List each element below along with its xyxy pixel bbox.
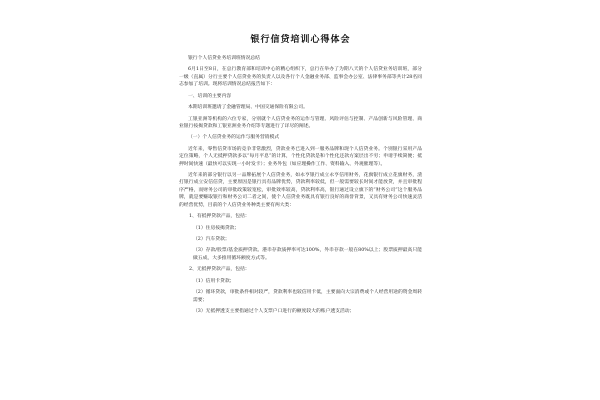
list-item: （3）无抵押透支主要指通过个人支票户口进行的额度较大的账户透支活动； (193, 308, 355, 314)
list-item: （2）循环贷款，审批条件相对较严，贷款利率也较信用卡低，主要面向大宗消费或个人经营用途的资金周转需要； (193, 290, 422, 303)
paragraph: 近年来，零售信贷市场的竞争非常激烈，贷款业务已进入到一服务品牌和现个人信贷业务。个别银行采用产品定位策略，个人无抵押贷款多以“每月平息”的计算，个性化贷款是和个性化还款方案层出不穷；申请手续简便；抵押时间快速（最快可以实现一小时发卡）；业务外包（如应理操作工作、资料输入、外观催理等）。 (179, 146, 422, 167)
list-item: （1）信用卡贷款； (193, 278, 235, 284)
section-heading: 一、培训的主要内容 (188, 93, 232, 99)
list-item: （1）住房按揭贷款； (193, 225, 240, 231)
intro-paragraph: 6月1日至8日，在总行教育部和培训中心的精心组织下，总行在举办了为期八天的个人信贷业务培训班，部分一级（直属）分行主要个人信贷业务的负责人以及各行个人金融业务部、监事会办公室、法律事务部等共计28名同志参加了培训。现将培训情况总结报告如下： (179, 67, 422, 88)
paragraph: 工银亚洲等机构的六位专家，分别就个人信贷业务的运作与管理、风险评估与控制、产品创新与风险管理、商业银行按揭贷款和工银亚洲业务介绍等专题进行了详尽的阐述。 (179, 116, 422, 129)
subsection-heading: （一）个人信贷业务的运作与服务营销模式 (188, 135, 280, 141)
list-item: （2）汽车贷款； (193, 237, 230, 243)
paragraph: 本期培训班邀请了金融管理局、中国交通保险有限公司。 (188, 105, 308, 111)
list-heading: 1、有抵押贷款产品，包括： (189, 214, 250, 220)
paragraph: 近年来的部分银行以另一品牌拓展个人信贷业务，如永亨银行成立永亨信用财务，花旗银行成立花旗财务，渣打银行成立安信信贷，主要原因是银行具有品牌优势，贷款利率较低，但一般需要较长时间才能放贷，并且审批程序严格，而财务公司的审批政策较宽松，审批效率较高，贷款利率高，银行通过设立旗下的“财务公司”这个服务品牌，就是要赚取银行和财务公司二者之间，使个人信贷业务既具有银行良好的商誉背景，又具有财务公司快速灵活的经营优势，目前的个人信贷业务种类主要有两大类： (179, 173, 422, 208)
list-item: （3）存款/股票/基金质押贷款。港币存款质押率可达100%，外币存款一般在80%以上；股票质押最高只能做五成，大多推用循环额度方式等。 (193, 248, 422, 261)
subtitle: 银行个人信贷业务培训班情况总结 (188, 56, 260, 61)
list-heading: 2、无抵押贷款产品，包括： (189, 267, 250, 273)
page-title: 银行信贷培训心得体会 (250, 35, 351, 45)
document-body (179, 32, 422, 319)
